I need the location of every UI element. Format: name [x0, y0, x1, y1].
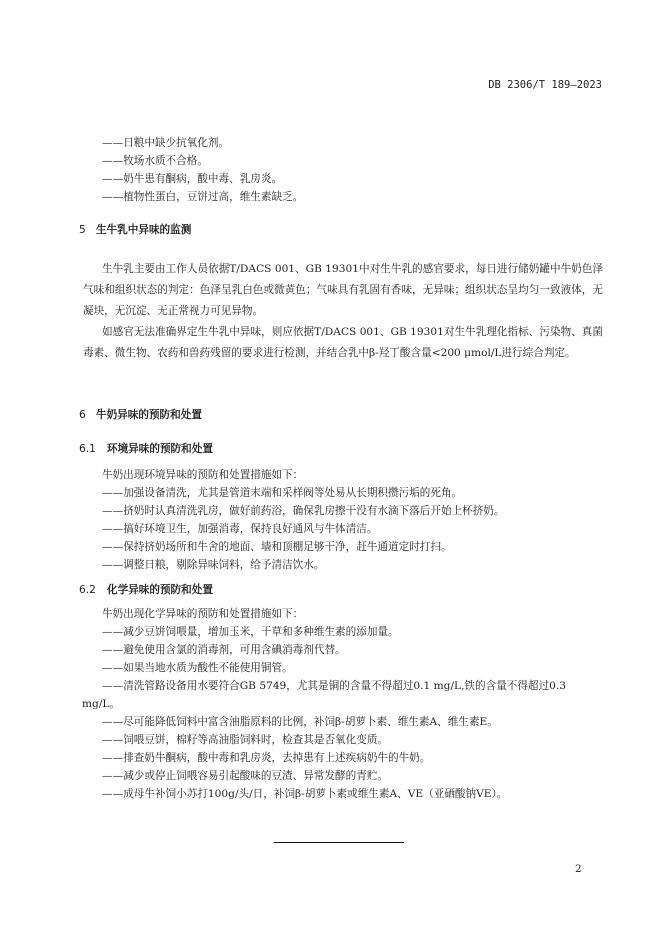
section-6-2-list-b [102, 713, 507, 803]
section-6-heading [79, 407, 202, 422]
list-item: ——挤奶时认真清洗乳房，做好前药浴，确保乳房擦干没有水滴下落后开始上杯挤奶。 [102, 505, 505, 517]
section-title: 牛奶异味的预防和处置 [96, 409, 202, 421]
section-number: 6.2 [79, 584, 96, 596]
list-item: ——加强设备清洗，尤其是管道末端和采样阀等处易从长期积攒污垢的死角。 [102, 487, 463, 499]
list-item: ——如果当地水质为酸性不能使用铜管。 [102, 662, 293, 674]
section-title: 环境异味的预防和处置 [107, 443, 213, 455]
section-6-1-list [102, 466, 505, 574]
list-item: ——日粮中缺少抗氧化剂。 [102, 137, 230, 149]
list-item: ——成母牛补饲小苏打100g/头/日，补饲β-胡萝卜素或维生素A、VE（亚硒酸钠VE）。 [102, 788, 508, 800]
section-5-heading [79, 222, 191, 237]
list-item: ——减少或停止饲喂容易引起酸味的豆渣、异常发酵的青贮。 [102, 770, 389, 782]
section-title: 生牛乳中异味的监测 [96, 224, 192, 236]
list-item: ——减少豆饼饲喂量，增加玉米，干草和多种维生素的添加量。 [102, 626, 399, 638]
list-item: ——饲喂豆饼，棉籽等高油脂饲料时，检查其是否氧化变质。 [102, 734, 389, 746]
list-item-wrapped [82, 677, 602, 713]
section-number: 6.1 [79, 443, 96, 455]
list-item: ——尽可能降低饲料中富含油脂原料的比例，补饲β-胡萝卜素、维生素A、维生素E。 [102, 716, 498, 728]
list-item: ——植物性蛋白，豆饼过高，维生素缺乏。 [102, 191, 304, 203]
list-item: ——牧场水质不合格。 [102, 155, 208, 167]
section-6-2-heading [79, 582, 213, 597]
section-5-paragraph-2: 如感官无法准确界定生牛乳中异味，则应依据T/DACS 001、GB 19301对生牛乳理化指标、污染物、真菌毒素、微生物、农药和兽药残留的要求进行检测，并结合乳中β-羟丁酸含量<200 μmol/L进行综合判定。 [83, 326, 603, 359]
end-rule [274, 842, 404, 843]
list-item: ——搞好环境卫生，加强消毒，保持良好通风与牛体清洁。 [102, 523, 378, 535]
document-code: DB 2306/T 189—2023 [488, 79, 602, 91]
list-item-line: mg/L。 [82, 698, 121, 710]
list-item: ——调整日粮，剔除异味饲料，给予清洁饮水。 [102, 559, 325, 571]
list-item: ——奶牛患有酮病，酸中毒、乳房炎。 [102, 173, 283, 185]
list-item: ——保持挤奶场所和牛舍的地面、墙和顶棚足够干净，赶牛通道定时打扫。 [102, 541, 452, 553]
list-lead: 牛奶出现化学异味的预防和处置措施如下： [102, 608, 304, 620]
list-item: ——避免使用含氯的消毒剂，可用含碘消毒剂代替。 [102, 644, 346, 656]
section-6-2-list-a [102, 605, 399, 677]
page-number: 2 [575, 863, 582, 875]
section-number: 6 [79, 409, 86, 421]
list-item: ——排查奶牛酮病，酸中毒和乳房炎，去掉患有上述疾病奶牛的牛奶。 [102, 752, 431, 764]
section-title: 化学异味的预防和处置 [107, 584, 213, 596]
intro-list [102, 134, 303, 206]
list-lead: 牛奶出现环境异味的预防和处置措施如下： [102, 469, 304, 481]
list-item-line: ——清洗管路设备用水要符合GB 5749，尤其是铜的含量不得超过0.1 mg/L,铁的含量不得超过0.3 [102, 680, 567, 692]
section-number: 5 [79, 224, 86, 236]
section-6-1-heading [79, 441, 213, 456]
section-5-paragraph-1: 生牛乳主要由工作人员依据T/DACS 001、GB 19301中对生牛乳的感官要求，每日进行储奶罐中牛奶色泽气味和组织状态的判定：色泽呈乳白色或微黄色；气味具有乳固有香味，无异味；组织状态呈均匀一致液体，无凝块，无沉淀、无正常视力可见异物。 [83, 263, 603, 317]
